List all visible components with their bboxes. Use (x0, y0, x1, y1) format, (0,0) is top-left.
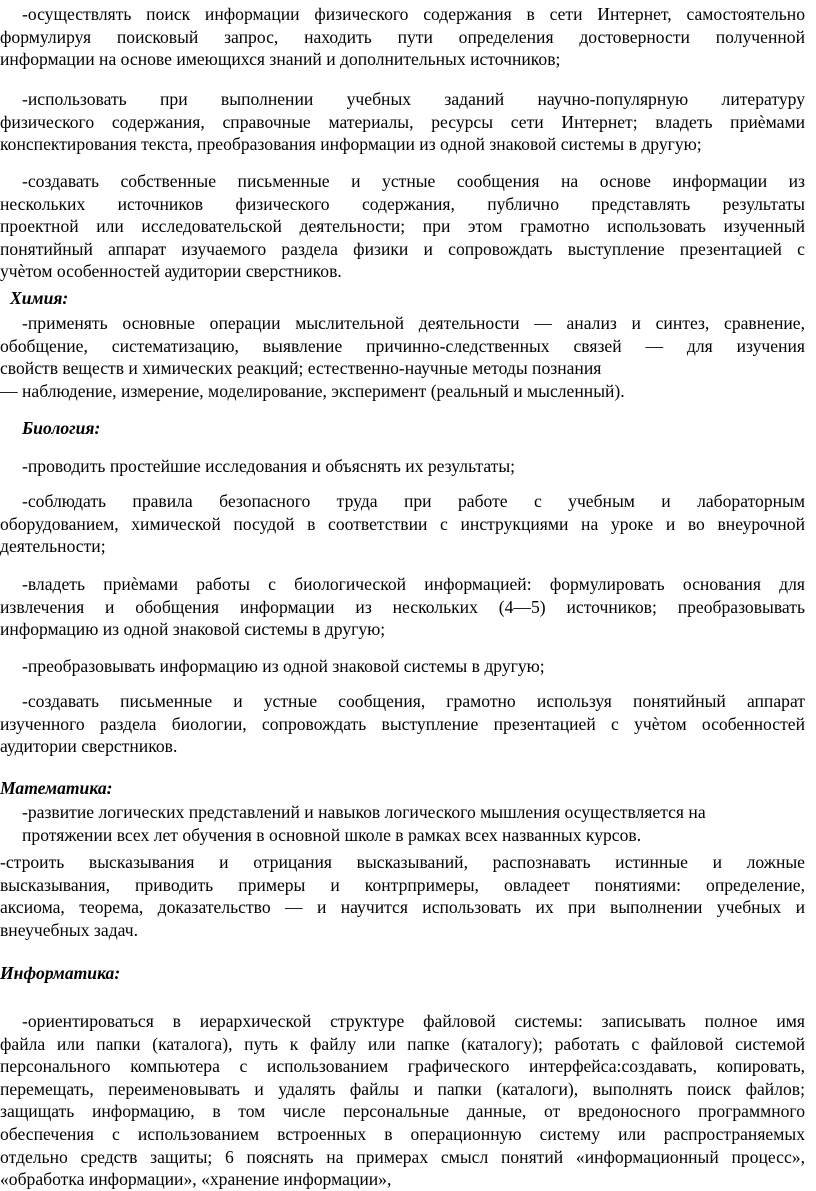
biology-paragraph (0, 490, 805, 558)
text-line: -применять основные операции мыслительной деятельности — анализ и синтез, сравнение, (22, 313, 805, 333)
math-paragraph (0, 851, 805, 941)
text-line: изученного раздела биологии, сопровождать выступление презентацией с учѐтом особенностей (0, 713, 805, 734)
text-line: -создавать письменные и устные сообщения, грамотно используя понятийный аппарат (22, 691, 805, 711)
chemistry-paragraph (0, 312, 805, 402)
informatics-heading: Информатика: (0, 963, 121, 983)
text-line: -осуществлять поиск информации физического содержания в сети Интернет, самостоятельно (22, 4, 805, 24)
informatics-paragraph (0, 1010, 805, 1191)
text-line: извлечения и обобщения информации из нескольких (4—5) источников; преобразовывать (0, 596, 805, 617)
text-line: конспектирования текста, преобразования информации из одной знаковой системы в другую; (0, 134, 702, 155)
text-line: аудитории сверстников. (0, 736, 178, 757)
physics-paragraph (0, 3, 805, 71)
text-line: файла или папки (каталога), путь к файлу или папке (каталогу); работать с файловой системой (0, 1033, 805, 1054)
text-line: обобщение, систематизацию, выявление причинно-следственных связей — для изучения (0, 335, 805, 356)
text-line: оборудованием, химической посудой в соответствии с инструкциями на уроке и во внеурочной (0, 513, 805, 534)
text-line: свойств веществ и химических реакций; естественно-научные методы познания (0, 358, 602, 379)
text-line: защищать информацию, в том числе персональные данные, от вредоносного программного (0, 1101, 805, 1122)
physics-paragraph (0, 88, 805, 156)
text-line: -использовать при выполнении учебных заданий научно-популярную литературу (22, 89, 805, 109)
chemistry-heading: Химия: (10, 288, 69, 308)
text-line: перемещать, переименовывать и удалять файлы и папки (каталоги), выполнять поиск файлов; (0, 1078, 805, 1099)
text-line: физического содержания, справочные материалы, ресурсы сети Интернет; владеть приѐмами (0, 111, 805, 132)
biology-paragraph (0, 573, 805, 641)
text-line: -ориентироваться в иерархической структуре файловой системы: записывать полное имя (22, 1011, 805, 1031)
biology-paragraph: -преобразовывать информацию из одной знаковой системы в другую; (22, 656, 545, 676)
text-line: внеучебных задач. (0, 919, 138, 940)
text-line: информации на основе имеющихся знаний и дополнительных источников; (0, 49, 561, 70)
biology-heading: Биология: (22, 418, 101, 438)
text-line: -соблюдать правила безопасного труда при работе с учебным и лабораторным (22, 491, 805, 511)
text-line: протяжении всех лет обучения в основной школе в рамках всех названных курсов. (22, 824, 642, 845)
text-line: -создавать собственные письменные и устные сообщения на основе информации из (22, 171, 805, 191)
text-line: «обработка информации», «хранение информации», (0, 1169, 392, 1190)
text-line: высказывания, приводить примеры и контрпримеры, овладеет понятиями: определение, (0, 874, 805, 895)
text-line: персонального компьютера с использованием графического интерфейса:создавать, копировать, (0, 1056, 805, 1077)
text-line: нескольких источников физического содержания, публично представлять результаты (0, 193, 805, 214)
text-line: -строить высказывания и отрицания высказываний, распознавать истинные и ложные (0, 852, 805, 872)
text-line: учѐтом особенностей аудитории сверстников. (0, 261, 342, 282)
biology-paragraph: -проводить простейшие исследования и объяснять их результаты; (22, 456, 516, 476)
text-line: информацию из одной знаковой системы в другую; (0, 619, 386, 640)
math-paragraph (22, 801, 805, 846)
text-line: обеспечения с использованием встроенных в операционную систему или распространяемых (0, 1123, 805, 1144)
text-line: аксиома, теорема, доказательство — и научится использовать их при выполнении учебных и (0, 897, 805, 918)
text-line: -развитие логических представлений и навыков логического мышления осуществляется на (22, 802, 706, 822)
text-line: проектной или исследовательской деятельности; при этом грамотно использовать изученный (0, 216, 805, 237)
text-line: понятийный аппарат изучаемого раздела физики и сопровождать выступление презентацией с (0, 238, 805, 259)
text-line: -владеть приѐмами работы с биологической информацией: формулировать основания для (22, 574, 805, 594)
text-line: — наблюдение, измерение, моделирование, эксперимент (реальный и мысленный). (0, 380, 625, 401)
biology-paragraph (0, 690, 805, 758)
text-line: формулируя поисковый запрос, находить пути определения достоверности полученной (0, 26, 805, 47)
text-line: отдельно средств защиты; 6 пояснять на примерах смысл понятий «информационный процесс», (0, 1146, 805, 1167)
math-heading: Математика: (0, 778, 113, 798)
text-line: деятельности; (0, 536, 106, 557)
physics-paragraph (0, 170, 805, 283)
